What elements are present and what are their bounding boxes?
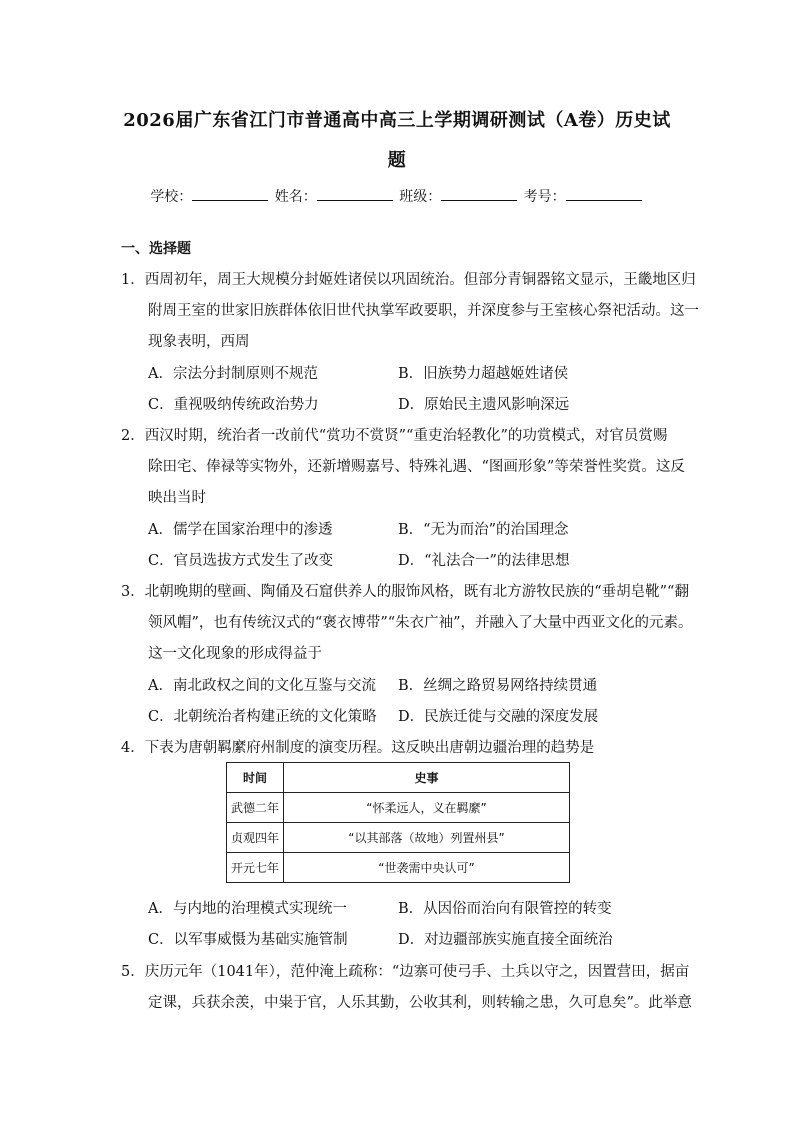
question-3-option-b[interactable]: B．丝绸之路贸易网络持续贯通 (398, 678, 598, 694)
table-cell-time: 开元七年 (227, 853, 284, 883)
table-cell-time: 武德二年 (227, 793, 284, 823)
question-5-line-2: 定课，兵获余羡，中粜于官，人乐其勤，公收其利，则转输之患，久可息矣”。此举意 (148, 995, 692, 1011)
exam-title-line2: 题 (387, 150, 407, 171)
table-cell-event: “世袭需中央认可” (284, 853, 570, 883)
table-cell-time: 贞观四年 (227, 823, 284, 853)
question-1-option-d[interactable]: D．原始民主遗风影响深远 (398, 397, 570, 413)
school-label: 学校： (150, 189, 193, 205)
question-4-option-a[interactable]: A．与内地的治理模式实现统一 (148, 901, 347, 917)
question-2-line-2: 除田宅、俸禄等实物外，还新增赐嘉号、特殊礼遇、“图画形象”等荣誉性奖赏。这反 (148, 459, 685, 475)
question-3-line-2: 领风帽”，也有传统汉式的“褒衣博带”“朱衣广袖”，并融入了大量中西亚文化的元素。 (148, 615, 693, 631)
question-1-line-3: 现象表明，西周 (148, 334, 250, 350)
question-4-option-d[interactable]: D．对边疆部族实施直接全面统治 (398, 932, 613, 948)
question-3-option-d[interactable]: D．民族迁徙与交融的深度发展 (398, 709, 599, 725)
question-4-option-c[interactable]: C．以军事威慑为基础实施管制 (148, 932, 348, 948)
question-2-option-b[interactable]: B．“无为而治”的治国理念 (398, 522, 569, 538)
name-label: 姓名： (274, 189, 317, 205)
section-heading: 一、选择题 (121, 241, 191, 257)
question-3-option-a[interactable]: A．南北政权之间的文化互鉴与交流 (148, 678, 376, 694)
name-blank[interactable] (317, 186, 393, 201)
school-blank[interactable] (192, 186, 268, 201)
table-cell-event: “以其部落（故地）列置州县” (284, 823, 570, 853)
question-4-option-b[interactable]: B．从因俗而治向有限管控的转变 (398, 901, 612, 917)
question-3-line-1: 3．北朝晚期的壁画、陶俑及石窟供养人的服饰风格，既有北方游牧民族的“垂胡皂靴”“翻 (121, 584, 689, 600)
question-4-line-1: 4．下表为唐朝羁縻府州制度的演变历程。这反映出唐朝边疆治理的趋势是 (121, 740, 595, 756)
table-row (227, 823, 570, 853)
table-header-event: 史事 (284, 763, 570, 793)
question-1-line-2: 附周王室的世家旧族群体依旧世代执掌军政要职，并深度参与王室核心祭祀活动。这一 (148, 303, 699, 319)
question-2-line-1: 2．西汉时期，统治者一改前代“赏功不赏贤”“重吏治轻教化”的功赏模式，对官员赏赐 (121, 428, 668, 444)
question-1-line-1: 1．西周初年，周王大规模分封姬姓诸侯以巩固统治。但部分青铜器铭文显示，王畿地区归 (121, 272, 696, 288)
question-2-option-d[interactable]: D．“礼法合一”的法律思想 (398, 553, 570, 569)
table-row (227, 853, 570, 883)
question-3-line-3: 这一文化现象的形成得益于 (148, 646, 322, 662)
question-1-option-a[interactable]: A．宗法分封制原则不规范 (148, 366, 318, 382)
question-1-option-c[interactable]: C．重视吸纳传统政治势力 (148, 397, 319, 413)
question-2-option-c[interactable]: C．官员选拔方式发生了改变 (148, 553, 334, 569)
question-2-option-a[interactable]: A．儒学在国家治理中的渗透 (148, 522, 333, 538)
table-cell-event: “怀柔远人，义在羁縻” (284, 793, 570, 823)
class-label: 班级： (399, 189, 442, 205)
table-header-row (227, 763, 570, 793)
history-table (226, 762, 570, 883)
table-row (227, 793, 570, 823)
exam-title-line1: 2026届广东省江门市普通高中高三上学期调研测试（A卷）历史试 (123, 110, 671, 131)
exam-number-blank[interactable] (566, 186, 642, 201)
exam-number-label: 考号： (523, 189, 566, 205)
question-1-option-b[interactable]: B．旧族势力超越姬姓诸侯 (398, 366, 569, 382)
student-info-row (0, 186, 794, 206)
question-2-line-3: 映出当时 (148, 490, 206, 506)
table-header-time: 时间 (227, 763, 284, 793)
class-blank[interactable] (441, 186, 517, 201)
question-3-option-c[interactable]: C．北朝统治者构建正统的文化策略 (148, 709, 377, 725)
question-5-line-1: 5．庆历元年（1041年），范仲淹上疏称：“边寨可使弓手、土兵以守之，因置营田，据亩 (121, 964, 690, 980)
